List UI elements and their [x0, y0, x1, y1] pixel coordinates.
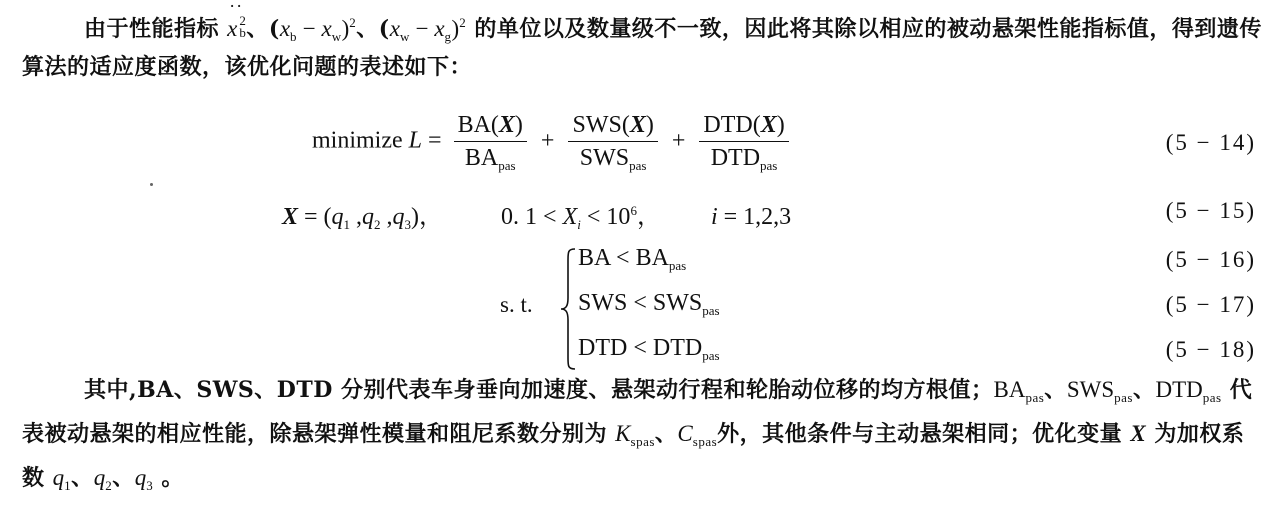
equation-5-16: BA < $BA_{pas}$ [578, 245, 687, 273]
text-run: 外，其他条件与主动悬架相同；优化变量 [717, 421, 1131, 447]
equation-number-5-14: (5 − 14) [1165, 130, 1256, 155]
math-supsub: 2 b [239, 13, 247, 40]
fraction-dtd: $\frac{\text{DTD(X)}}{DTD_{pas}}$ [699, 112, 788, 172]
fraction-sws: $\frac{\text{SWS(X)}}{SWS_{pas}}$ [568, 112, 657, 172]
equation-5-14: minimize L = $\frac{BA(X)}{BA_{pas}}$ + $\frac{\text{SWS(X)}}{SWS_{pas}}$ + $\frac{\text{DTD(X)}}{DTD_{pas}}$ [312, 112, 795, 172]
constraint-brace-icon [560, 248, 576, 370]
fraction-ba: $\frac{BA(X)}{BA_{pas}}$ [454, 112, 527, 172]
equation-5-18: DTD < $DTD_{pas}$ [578, 335, 720, 363]
text-run: 的单位以及数量级不一致，因此将其除以相应的被动悬架性能指标值，得到遗传算法的适应度函数，该优化问题的表述如下： [22, 16, 1262, 80]
equation-5-17: SWS < $SWS_{pas}$ [578, 290, 720, 318]
text-run: 、( [356, 16, 390, 42]
text-run: 代表被动悬架的相应性能，除悬架弹性模量和阻尼系数分别为 [22, 377, 1253, 447]
equation-number-5-15: (5 − 15) [1165, 198, 1256, 223]
equation-number-5-16: (5 − 16) [1165, 247, 1256, 272]
math-var-xddot: ·· x [227, 0, 244, 41]
math-var: x [321, 16, 332, 41]
equation-5-15: $X = (q_1$ $,q_2$ $,q_3$)， 0. $1 < X_i < 10^6$， i = 1,2,3 [282, 203, 792, 232]
stray-dot [150, 183, 153, 186]
subject-to-label: s. t. [500, 292, 533, 317]
text-run: 其中,BA、SWS、DTD 分别代表车身垂向加速度、悬架动行程和轮胎动位移的均方根值； [84, 377, 994, 403]
explanation-paragraph: 其中,BA、SWS、DTD 分别代表车身垂向加速度、悬架动行程和轮胎动位移的均方根值；$BA_{pas}$、$SWS_{pas}$、$DTD_{pas}$ 代表被动悬架的相应性能，除悬架弹性模量和阻尼系数分别为 $K_{spas}$、$C_{spas}$外，其他条件与主动悬架相同；优化变量 X 为加权系数 $q_1$、$q_2$、$q_3$ 。 [22, 377, 1253, 493]
text-run: 由于性能指标 [84, 16, 228, 42]
equation-number-5-18: (5 − 18) [1165, 337, 1256, 362]
math-var: x [389, 16, 400, 41]
text-run: 为加权系数 [22, 421, 1245, 491]
math-var: x [434, 16, 445, 41]
intro-paragraph: 由于性能指标 ·· x 2 b 、$(x_b - x_w)^2$、$(x_w - x_g)^2$ 的单位以及数量级不一致，因此将其除以相应的被动悬架性能指标值，得到遗传算法的适应度函数，该优化问题的表述如下： [22, 0, 1262, 80]
equation-number-5-17: (5 − 17) [1165, 292, 1256, 317]
math-var: x [279, 16, 291, 41]
text-run: 、( [246, 16, 280, 42]
